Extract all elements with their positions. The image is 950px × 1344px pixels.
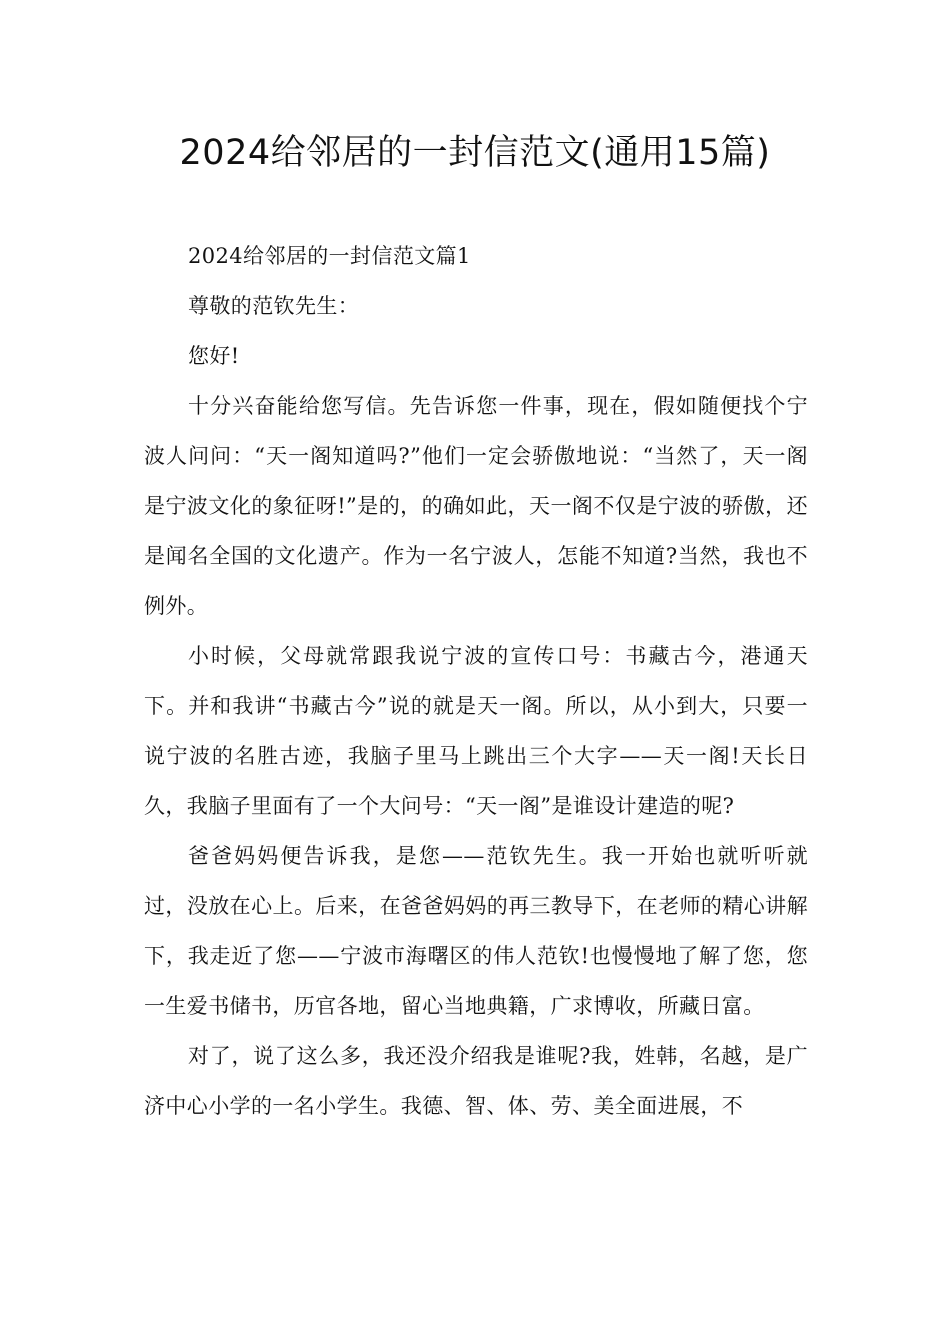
document-body [144,231,808,1131]
body-paragraph: 十分兴奋能给您写信。先告诉您一件事，现在，假如随便找个宁波人问问：“天一阁知道吗?”他们一定会骄傲地说：“当然了，天一阁是宁波文化的象征呀!”是的，的确如此，天一阁不仅是宁波的骄傲，还是闻名全国的文化遗产。作为一名宁波人，怎能不知道?当然，我也不例外。 [144,394,808,618]
body-paragraph: 对了，说了这么多，我还没介绍我是谁呢?我，姓韩，名越，是广济中心小学的一名小学生。我德、智、体、劳、美全面进展，不 [144,1044,808,1118]
letter-salutation: 尊敬的范钦先生： [188,294,360,318]
section-heading: 2024给邻居的一封信范文篇1 [188,244,471,268]
body-paragraph: 爸爸妈妈便告诉我，是您——范钦先生。我一开始也就听听就过，没放在心上。后来，在爸爸妈妈的再三教导下，在老师的精心讲解下，我走近了您——宁波市海曙区的伟人范钦!也慢慢地了解了您，您一生爱书储书，历官各地，留心当地典籍，广求博收，所藏日富。 [144,844,808,1018]
document-title: 2024给邻居的一封信范文(通用15篇) [179,133,771,173]
letter-greeting: 您好! [188,344,240,368]
body-paragraph: 小时候，父母就常跟我说宁波的宣传口号：书藏古今，港通天下。并和我讲“书藏古今”说的就是天一阁。所以，从小到大，只要一说宁波的名胜古迹，我脑子里马上跳出三个大字——天一阁!天长日久，我脑子里面有了一个大问号：“天一阁”是谁设计建造的呢? [144,644,808,818]
